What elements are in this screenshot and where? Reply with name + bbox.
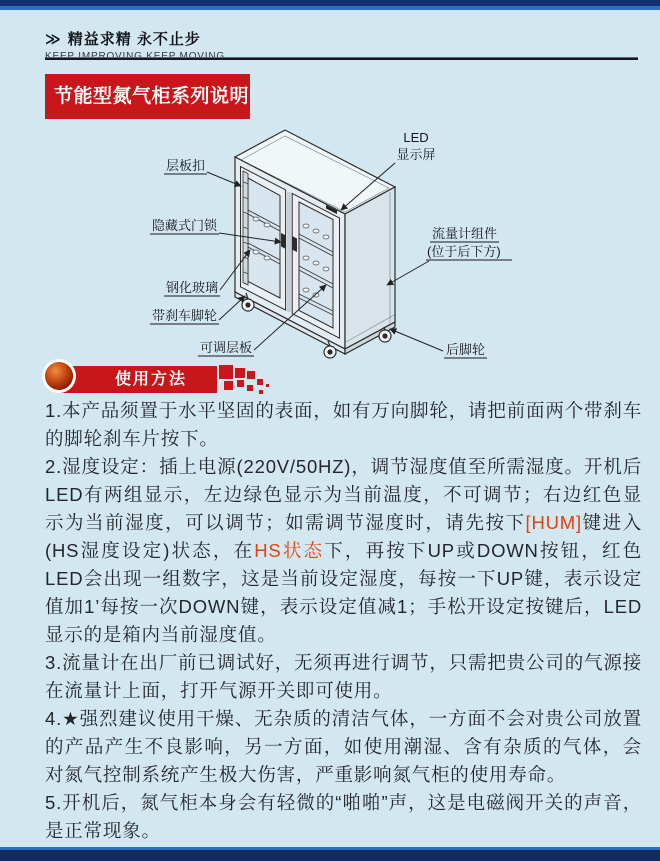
- label-flowmeter-line1: 流量计组件: [432, 226, 498, 241]
- label-tempered-glass: 钢化玻璃: [166, 280, 219, 295]
- usage-section-heading: 使用方法: [59, 366, 217, 393]
- cabinet-diagram: [40, 122, 640, 365]
- instruction-2-part3: 下，再按下UP或DOWN按钮，红色LED会出现一组数字，这是当前设定湿度，每按一下UP键，表示设定值加1’每按一次DOWN键，表示设定值减1；手松开设定按键后，LED显示的是箱内当前湿度值。: [45, 540, 643, 645]
- label-flowmeter-line2: (位于后下方): [427, 244, 501, 259]
- instruction-2: [45, 453, 642, 649]
- label-rear-caster: 后脚轮: [446, 342, 486, 357]
- label-hidden-lock: 隐藏式门锁: [152, 218, 218, 233]
- instruction-1: 1.本产品须置于水平坚固的表面，如有万向脚轮，请把前面两个带刹车的脚轮刹车片按下。: [45, 400, 642, 449]
- label-shelf-clip: 层板扣: [166, 158, 206, 173]
- label-led-line2: 显示屏: [396, 147, 436, 162]
- header-divider: [45, 57, 638, 60]
- instruction-3: 3.流量计在出厂前已调试好，无须再进行调节，只需把贵公司的气源接在流量计上面，打开气源开关即可使用。: [45, 652, 642, 701]
- brand-slogan-cn: [45, 28, 225, 49]
- instruction-5: 5.开机后，氮气柜本身会有轻微的“啪啪”声，这是电磁阀开关的声音，是正常现象。: [45, 792, 642, 841]
- page-title: 节能型氮气柜系列说明: [45, 74, 250, 119]
- hum-key-highlight: [HUM]: [525, 512, 582, 533]
- label-adjustable-shelf: 可调层板: [200, 340, 253, 355]
- sphere-icon: [45, 362, 73, 390]
- checker-decoration: [219, 363, 271, 399]
- chevron-icon: ≫: [45, 31, 62, 48]
- cabinet-drawing: [235, 130, 395, 358]
- instruction-4: 4.★强烈建议使用干燥、无杂质的清洁气体，一方面不会对贵公司放置的产品产生不良影响，另一方面，如使用潮湿、含有杂质的气体，会对氮气控制系统产生极大伤害，严重影响氮气柜的使用寿命。: [45, 708, 642, 785]
- hs-state-highlight: HS状态: [254, 540, 325, 561]
- instruction-2-part2: 键进入(HS湿度设定)状态，在: [45, 512, 643, 561]
- label-led-line1: LED: [403, 130, 429, 145]
- brand-slogan-cn-text: 精益求精 永不止步: [67, 31, 201, 48]
- instruction-2-part1: 2.湿度设定：插上电源(220V/50HZ)，调节湿度值至所需湿度。开机后LED有两组显示，左边绿色显示为当前温度，不可调节；右边红色显示为当前湿度，可以调节；如需调节湿度时，请先按下: [45, 456, 642, 533]
- top-accent-bar: [0, 0, 660, 10]
- instructions: [45, 397, 642, 845]
- label-brake-caster: 带刹车脚轮: [152, 308, 218, 323]
- bottom-accent-bar: [0, 847, 660, 861]
